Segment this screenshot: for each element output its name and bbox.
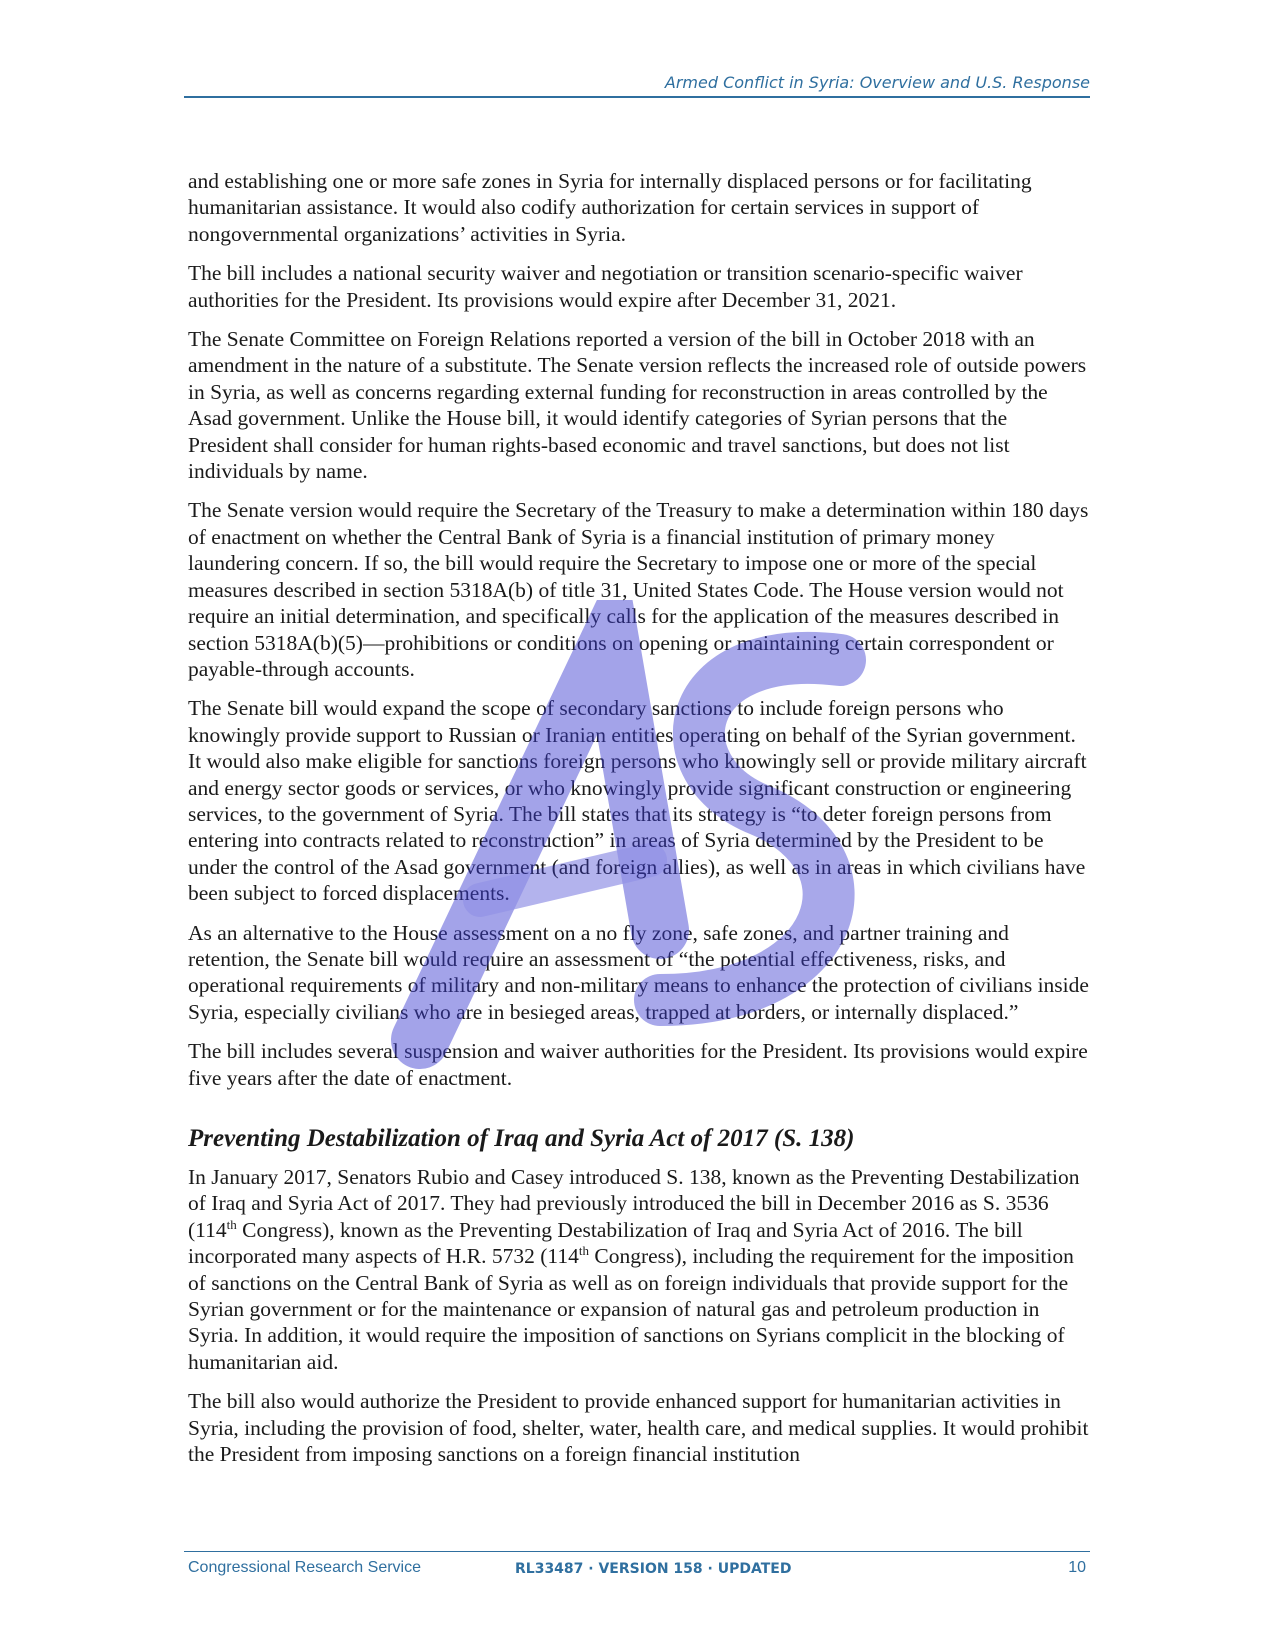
footer-report-id: RL33487 · VERSION 158 · UPDATED	[515, 1561, 792, 1577]
paragraph: The Senate Committee on Foreign Relations reported a version of the bill in October 2018 with an amendment in the nature of a substitute. The Senate version reflects the increased role of outside powers in Syria, as well as concerns regarding external funding for reconstruction in areas controlled by the Asad government. Unlike the House bill, it would identify categories of Syrian persons that the President shall consider for human rights-based economic and travel sanctions, but does not list individuals by name.	[188, 327, 1087, 484]
paragraph: The bill also would authorize the President to provide enhanced support for humanitarian activities in Syria, including the provision of food, shelter, water, health care, and medical supplies. It would prohibit the President from imposing sanctions on a foreign financial institution	[188, 1389, 1089, 1467]
paragraph: As an alternative to the House assessment on a no fly zone, safe zones, and partner training and retention, the Senate bill would require an assessment of “the potential effectiveness, risks, and operational requirements of military and non-military means to enhance the protection of civilians inside Syria, especially civilians who are in besieged areas, trapped at borders, or internally displaced.”	[188, 920, 1089, 1024]
superscript-ordinal: th	[578, 1243, 590, 1259]
footer-divider	[184, 1551, 1090, 1552]
superscript-ordinal: th	[226, 1216, 237, 1232]
paragraph-text: Congress), known as the Preventing Destabilization of Iraq and Syria Act of 2016. The bill incorporated many aspects of H.R. 5732 (114	[188, 1217, 1023, 1269]
document-body	[188, 168, 1090, 1480]
paragraph: The Senate version would require the Secretary of the Treasury to make a determination within 180 days of enactment on whether the Central Bank of Syria is a financial institution of primary money laundering concern. If so, the bill would require the Secretary to impose one or more of the special measures described in section 5318A(b) of title 31, United States Code. The House version would not require an initial determination, and specifically calls for the application of the measures described in section 5318A(b)(5)—prohibitions or conditions on opening or maintaining certain correspondent or payable-through accounts.	[188, 498, 1089, 681]
footer-publisher: Congressional Research Service	[188, 1559, 421, 1576]
paragraph: The bill includes a national security waiver and negotiation or transition scenario-specific waiver authorities for the President. Its provisions would expire after December 31, 2021.	[188, 261, 1023, 312]
running-header-title: Armed Conflict in Syria: Overview and U.S. Response	[664, 73, 1090, 92]
paragraph: The Senate bill would expand the scope of secondary sanctions to include foreign persons who knowingly provide support to Russian or Iranian entities operating on behalf of the Syrian government. It would also make eligible for sanctions foreign persons who knowingly sell or provide military aircraft and energy sector goods or services, or who knowingly provide significant construction or engineering services, to the government of Syria. The bill states that its strategy is “to deter foreign persons from entering into contracts related to reconstruction” in areas of Syria determined by the President to be under the control of the Asad government (and foreign allies), as well as in areas in which civilians have been subject to forced displacements.	[188, 696, 1087, 906]
paragraph-text: In January 2017, Senators Rubio and Casey introduced S. 138, known as the Preventing Destabilization of Iraq and Syria Act of 2017. They had previously introduced the bill in December 2016 as S. 3536 (114	[188, 1165, 1080, 1242]
page-number: 10	[1068, 1559, 1086, 1576]
section-heading: Preventing Destabilization of Iraq and Syria Act of 2017 (S. 138)	[188, 1125, 855, 1152]
paragraph	[188, 1164, 1090, 1375]
paragraph-text: Congress), including the requirement for the imposition of sanctions on the Central Bank of Syria as well as on foreign individuals that provide support for the Syrian government or for the maintenance or expansion of natural gas and petroleum production in Syria. In addition, it would require the imposition of sanctions on Syrians complicit in the blocking of humanitarian aid.	[188, 1244, 1074, 1374]
paragraph: The bill includes several suspension and waiver authorities for the President. Its provisions would expire five years after the date of enactment.	[188, 1039, 1088, 1090]
header-divider	[184, 96, 1090, 98]
paragraph: and establishing one or more safe zones in Syria for internally displaced persons or for facilitating humanitarian assistance. It would also codify authorization for certain services in support of nongovernmental organizations’ activities in Syria.	[188, 169, 1032, 246]
